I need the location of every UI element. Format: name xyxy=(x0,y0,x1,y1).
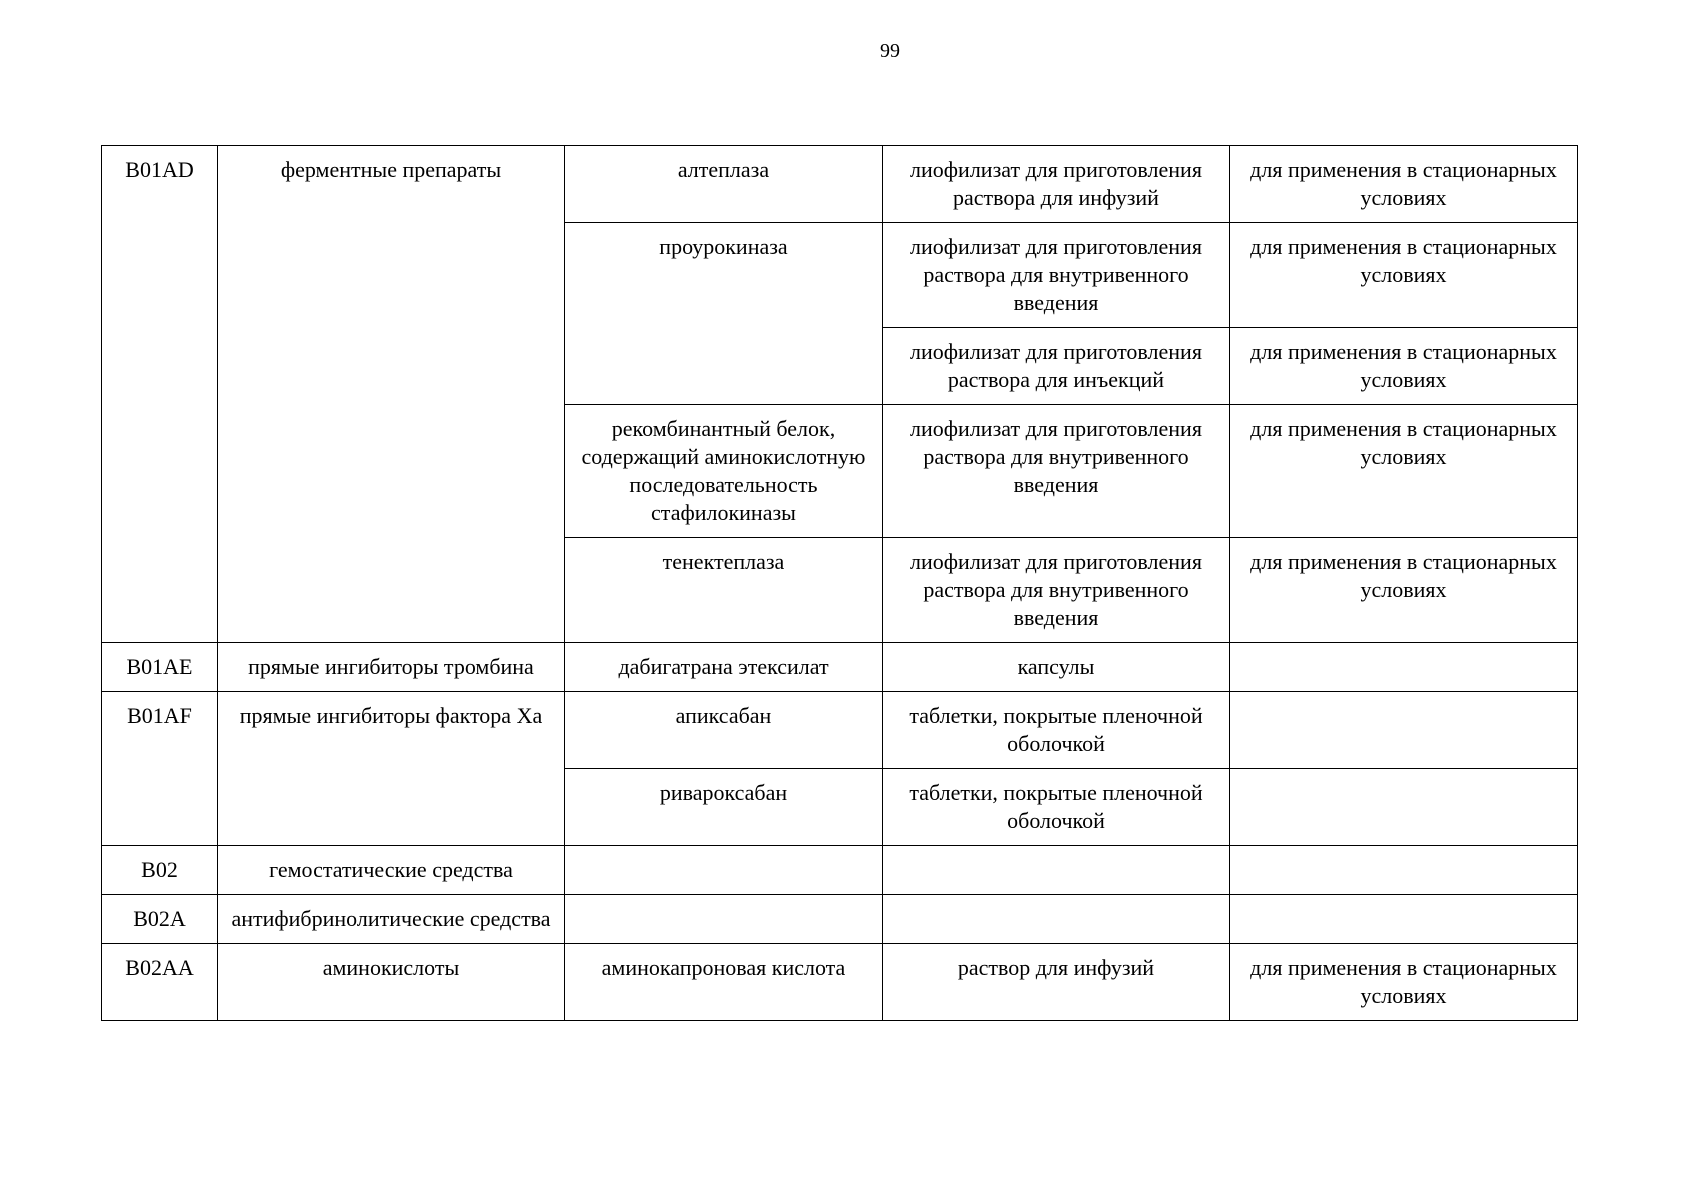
group-cell: прямые ингибиторы фактора Xa xyxy=(218,692,565,846)
note-cell: для применения в стационарных условиях xyxy=(1230,538,1578,643)
note-cell: для применения в стационарных условиях xyxy=(1230,146,1578,223)
drug-name-cell: рекомбинантный белок, содержащий аминокислотную последовательность стафилокиназы xyxy=(565,405,883,538)
group-cell: гемостатические средства xyxy=(218,846,565,895)
note-cell: для применения в стационарных условиях xyxy=(1230,223,1578,328)
dosage-form-cell: лиофилизат для приготовления раствора для инъекций xyxy=(883,328,1230,405)
note-cell xyxy=(1230,895,1578,944)
atc-code-cell: B01AF xyxy=(102,692,218,846)
dosage-form-cell xyxy=(883,895,1230,944)
dosage-form-cell: лиофилизат для приготовления раствора для инфузий xyxy=(883,146,1230,223)
note-cell xyxy=(1230,769,1578,846)
atc-code-cell: B02AA xyxy=(102,944,218,1021)
table-row xyxy=(102,643,1578,692)
note-cell: для применения в стационарных условиях xyxy=(1230,405,1578,538)
table-row xyxy=(102,692,1578,769)
group-cell: прямые ингибиторы тромбина xyxy=(218,643,565,692)
dosage-form-cell xyxy=(883,846,1230,895)
table-row xyxy=(102,146,1578,223)
group-cell: ферментные препараты xyxy=(218,146,565,643)
table-row xyxy=(102,944,1578,1021)
dosage-form-cell: лиофилизат для приготовления раствора для внутривенного введения xyxy=(883,538,1230,643)
atc-code-cell: B01AD xyxy=(102,146,218,643)
atc-code-cell: B01AE xyxy=(102,643,218,692)
atc-code-cell: B02A xyxy=(102,895,218,944)
group-cell: аминокислоты xyxy=(218,944,565,1021)
atc-code-cell: B02 xyxy=(102,846,218,895)
dosage-form-cell: таблетки, покрытые пленочной оболочкой xyxy=(883,692,1230,769)
drug-name-cell xyxy=(565,846,883,895)
drug-name-cell: проурокиназа xyxy=(565,223,883,405)
note-cell xyxy=(1230,846,1578,895)
group-cell: антифибринолитические средства xyxy=(218,895,565,944)
dosage-form-cell: лиофилизат для приготовления раствора для внутривенного введения xyxy=(883,405,1230,538)
drug-name-cell: тенектеплаза xyxy=(565,538,883,643)
drug-name-cell: аминокапроновая кислота xyxy=(565,944,883,1021)
table-row xyxy=(102,895,1578,944)
drug-name-cell: апиксабан xyxy=(565,692,883,769)
drug-name-cell: дабигатрана этексилат xyxy=(565,643,883,692)
note-cell: для применения в стационарных условиях xyxy=(1230,944,1578,1021)
dosage-form-cell: лиофилизат для приготовления раствора для внутривенного введения xyxy=(883,223,1230,328)
drug-table xyxy=(101,145,1578,1021)
page-number: 99 xyxy=(880,40,900,62)
drug-name-cell: алтеплаза xyxy=(565,146,883,223)
dosage-form-cell: раствор для инфузий xyxy=(883,944,1230,1021)
table-row xyxy=(102,846,1578,895)
note-cell: для применения в стационарных условиях xyxy=(1230,328,1578,405)
dosage-form-cell: капсулы xyxy=(883,643,1230,692)
drug-name-cell xyxy=(565,895,883,944)
note-cell xyxy=(1230,643,1578,692)
note-cell xyxy=(1230,692,1578,769)
drug-name-cell: ривароксабан xyxy=(565,769,883,846)
dosage-form-cell: таблетки, покрытые пленочной оболочкой xyxy=(883,769,1230,846)
